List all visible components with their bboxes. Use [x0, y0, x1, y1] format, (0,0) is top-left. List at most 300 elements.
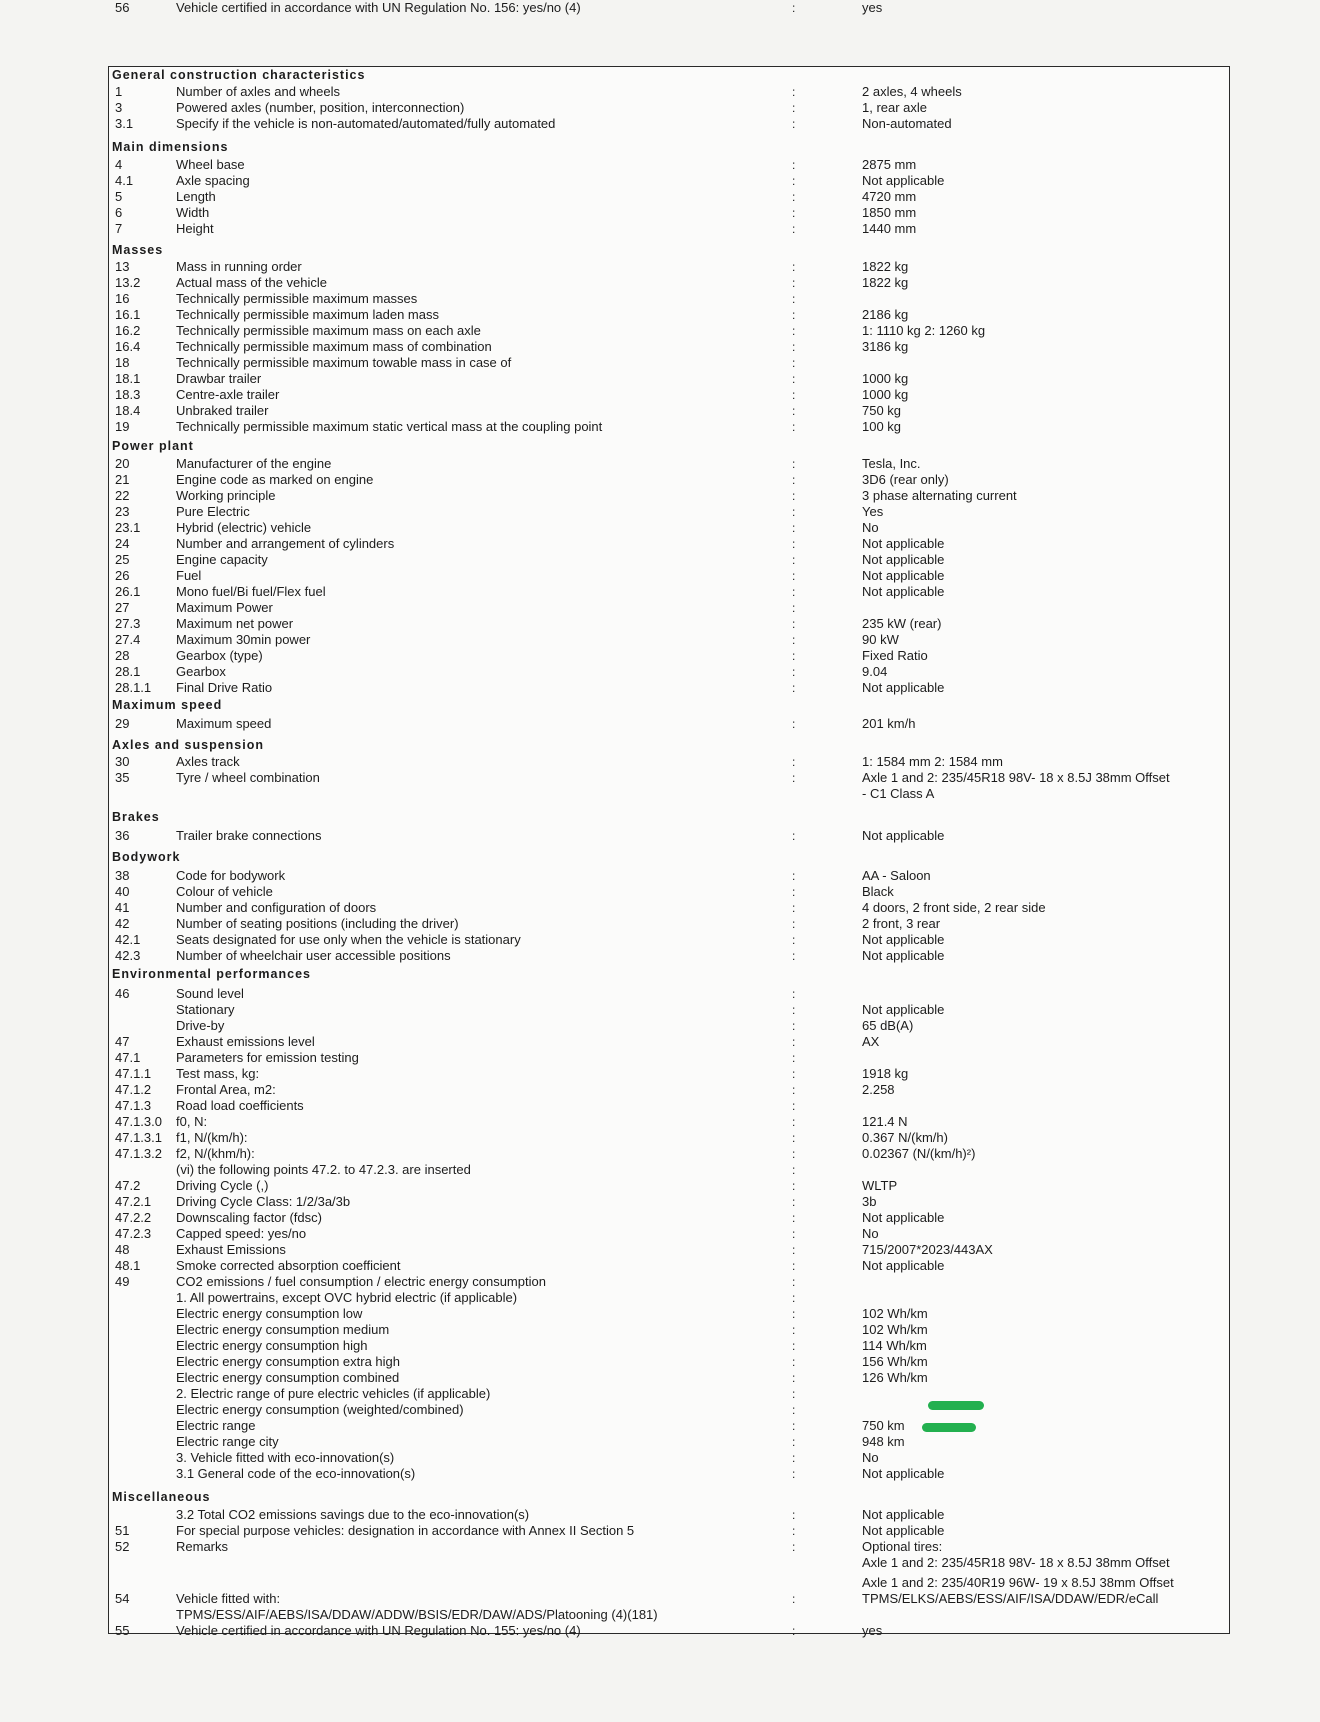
row-value: 1: 1110 kg 2: 1260 kg: [862, 323, 986, 338]
row-value: Not applicable: [862, 828, 945, 843]
row-value: 1850 mm: [862, 205, 917, 220]
section-title: Power plant: [112, 439, 194, 453]
row-separator: :: [792, 1195, 796, 1209]
row-separator: :: [792, 829, 796, 843]
row-value: 0.367 N/(km/h): [862, 1130, 948, 1145]
row-separator: :: [792, 717, 796, 731]
row-number: 1: [115, 84, 123, 99]
row-separator: :: [792, 1147, 796, 1161]
row-label: Gearbox: [176, 664, 226, 679]
row-separator: :: [792, 553, 796, 567]
row-label: (vi) the following points 47.2. to 47.2.3. are inserted: [176, 1162, 471, 1177]
row-value: 3D6 (rear only): [862, 472, 949, 487]
row-separator: :: [792, 117, 796, 131]
row-value: AX: [862, 1034, 880, 1049]
row-separator: :: [792, 569, 796, 583]
section-title: Brakes: [112, 810, 160, 824]
row-label: Height: [176, 221, 214, 236]
row-separator: :: [792, 292, 796, 306]
row-label: Technically permissible maximum towable mass in case of: [176, 355, 512, 370]
row-separator: :: [792, 420, 796, 434]
row-label: Number of wheelchair user accessible positions: [176, 948, 451, 963]
row-separator: :: [792, 1624, 796, 1638]
row-label: 3.1 General code of the eco-innovation(s): [176, 1466, 416, 1481]
row-number: 36: [115, 828, 130, 843]
row-separator: :: [792, 1435, 796, 1449]
row-separator: :: [792, 949, 796, 963]
row-label: Maximum 30min power: [176, 632, 311, 647]
row-label: Actual mass of the vehicle: [176, 275, 328, 290]
row-label: Number of axles and wheels: [176, 84, 341, 99]
row-separator: :: [792, 601, 796, 615]
row-label: Drawbar trailer: [176, 371, 262, 386]
row-separator: :: [792, 404, 796, 418]
row-label: Electric energy consumption medium: [176, 1322, 390, 1337]
row-label: Number and arrangement of cylinders: [176, 536, 395, 551]
row-value: 1440 mm: [862, 221, 917, 236]
row-label: Length: [176, 189, 216, 204]
row-label: f1, N/(km/h):: [176, 1130, 248, 1145]
row-separator: :: [792, 340, 796, 354]
row-value: yes: [862, 1623, 883, 1638]
row-number: 28: [115, 648, 130, 663]
row-separator: :: [792, 755, 796, 769]
row-value: 9.04: [862, 664, 888, 679]
row-separator: :: [792, 505, 796, 519]
row-separator: :: [792, 260, 796, 274]
row-number: 47.1.3.1: [115, 1130, 162, 1145]
row-number: 29: [115, 716, 130, 731]
row-separator: :: [792, 372, 796, 386]
row-label: Fuel: [176, 568, 202, 583]
row-number: 47.2.1: [115, 1194, 152, 1209]
row-label: Electric range city: [176, 1434, 279, 1449]
row-label: CO2 emissions / fuel consumption / electric energy consumption: [176, 1274, 546, 1289]
row-separator: :: [792, 85, 796, 99]
row-number: 47.2: [115, 1178, 141, 1193]
row-label: Electric energy consumption combined: [176, 1370, 400, 1385]
row-separator: :: [792, 987, 796, 1001]
row-number: 56: [115, 0, 130, 15]
row-value: 90 kW: [862, 632, 899, 647]
row-separator: :: [792, 649, 796, 663]
row-separator: :: [792, 1371, 796, 1385]
row-label: f0, N:: [176, 1114, 208, 1129]
row-value: 750 km: [862, 1418, 905, 1433]
row-number: 47.1: [115, 1050, 141, 1065]
row-value: Not applicable: [862, 173, 945, 188]
row-value: 2 axles, 4 wheels: [862, 84, 962, 99]
row-separator: :: [792, 1291, 796, 1305]
row-separator: :: [792, 1227, 796, 1241]
row-label: Test mass, kg:: [176, 1066, 260, 1081]
row-label: Code for bodywork: [176, 868, 286, 883]
row-number: 18.4: [115, 403, 141, 418]
row-number: 16.4: [115, 339, 141, 354]
row-separator: :: [792, 917, 796, 931]
row-separator: :: [792, 473, 796, 487]
row-number: 21: [115, 472, 130, 487]
row-label: Wheel base: [176, 157, 245, 172]
row-value: 102 Wh/km: [862, 1322, 928, 1337]
row-number: 13.2: [115, 275, 141, 290]
row-value: Not applicable: [862, 932, 945, 947]
row-label: Vehicle certified in accordance with UN Regulation No. 156: yes/no (4): [176, 0, 581, 15]
row-separator: :: [792, 1083, 796, 1097]
highlight-mark: [928, 1401, 984, 1410]
row-value: TPMS/ELKS/AEBS/ESS/AIF/ISA/DDAW/EDR/eCall: [862, 1591, 1159, 1606]
row-label: Driving Cycle Class: 1/2/3a/3b: [176, 1194, 351, 1209]
row-value: 715/2007*2023/443AX: [862, 1242, 993, 1257]
row-number: 47: [115, 1034, 130, 1049]
row-separator: :: [792, 1243, 796, 1257]
row-separator: :: [792, 1131, 796, 1145]
row-value: No: [862, 1450, 879, 1465]
row-number: 20: [115, 456, 130, 471]
row-label: Downscaling factor (fdsc): [176, 1210, 322, 1225]
row-label: Mass in running order: [176, 259, 302, 274]
row-value: 1000 kg: [862, 371, 909, 386]
row-separator: :: [792, 222, 796, 236]
row-label: Technically permissible maximum static vertical mass at the coupling point: [176, 419, 603, 434]
row-number: 52: [115, 1539, 130, 1554]
row-value: 1, rear axle: [862, 100, 928, 115]
row-label: Vehicle certified in accordance with UN Regulation No. 155: yes/no (4): [176, 1623, 581, 1638]
row-value: 3186 kg: [862, 339, 909, 354]
section-title: Maximum speed: [112, 698, 223, 712]
row-separator: :: [792, 1067, 796, 1081]
row-label: Drive-by: [176, 1018, 225, 1033]
row-label: Powered axles (number, position, interconnection): [176, 100, 465, 115]
row-label: Colour of vehicle: [176, 884, 273, 899]
row-label: Tyre / wheel combination: [176, 770, 320, 785]
row-value: Not applicable: [862, 1002, 945, 1017]
row-separator: :: [792, 869, 796, 883]
row-value: 2 front, 3 rear: [862, 916, 941, 931]
row-number: 3: [115, 100, 123, 115]
row-number: 55: [115, 1623, 130, 1638]
row-value: - C1 Class A: [862, 786, 935, 801]
row-label: Unbraked trailer: [176, 403, 269, 418]
row-separator: :: [792, 1403, 796, 1417]
row-label: Parameters for emission testing: [176, 1050, 359, 1065]
row-separator: :: [792, 1355, 796, 1369]
row-separator: :: [792, 1307, 796, 1321]
row-separator: :: [792, 1540, 796, 1554]
row-value: 1918 kg: [862, 1066, 909, 1081]
row-value: No: [862, 520, 879, 535]
row-value: 1822 kg: [862, 259, 909, 274]
row-number: 42.3: [115, 948, 141, 963]
row-label: TPMS/ESS/AIF/AEBS/ISA/DDAW/ADDW/BSIS/EDR/DAW/ADS/Platooning (4)(181): [176, 1607, 658, 1622]
row-separator: :: [792, 190, 796, 204]
row-label: Engine capacity: [176, 552, 268, 567]
row-separator: :: [792, 1508, 796, 1522]
row-label: Capped speed: yes/no: [176, 1226, 307, 1241]
row-number: 5: [115, 189, 123, 204]
row-separator: :: [792, 388, 796, 402]
row-value: 3b: [862, 1194, 877, 1209]
section-title: General construction characteristics: [112, 68, 366, 82]
row-label: 3. Vehicle fitted with eco-innovation(s): [176, 1450, 395, 1465]
row-separator: :: [792, 521, 796, 535]
row-number: 25: [115, 552, 130, 567]
row-value: Axle 1 and 2: 235/40R19 96W- 19 x 8.5J 38mm Offset: [862, 1575, 1174, 1590]
row-number: 16: [115, 291, 130, 306]
section-title: Bodywork: [112, 850, 181, 864]
row-separator: :: [792, 1051, 796, 1065]
row-label: Frontal Area, m2:: [176, 1082, 276, 1097]
row-separator: :: [792, 1451, 796, 1465]
row-label: Hybrid (electric) vehicle: [176, 520, 312, 535]
highlight-mark: [922, 1423, 976, 1432]
row-number: 46: [115, 986, 130, 1001]
row-label: Maximum net power: [176, 616, 294, 631]
row-number: 26.1: [115, 584, 141, 599]
row-number: 49: [115, 1274, 130, 1289]
row-label: Technically permissible maximum masses: [176, 291, 418, 306]
row-value: Not applicable: [862, 1507, 945, 1522]
row-value: Optional tires:: [862, 1539, 943, 1554]
row-separator: :: [792, 1339, 796, 1353]
row-label: Electric energy consumption (weighted/combined): [176, 1402, 464, 1417]
row-number: 16.2: [115, 323, 141, 338]
row-number: 22: [115, 488, 130, 503]
row-separator: :: [792, 1419, 796, 1433]
row-separator: :: [792, 276, 796, 290]
row-value: Not applicable: [862, 568, 945, 583]
row-label: Road load coefficients: [176, 1098, 304, 1113]
row-separator: :: [792, 457, 796, 471]
row-separator: :: [792, 1323, 796, 1337]
row-value: Axle 1 and 2: 235/45R18 98V- 18 x 8.5J 38mm Offset: [862, 770, 1170, 785]
row-label: Engine code as marked on engine: [176, 472, 374, 487]
row-label: Gearbox (type): [176, 648, 263, 663]
row-number: 42.1: [115, 932, 141, 947]
section-title: Environmental performances: [112, 967, 311, 981]
row-value: Not applicable: [862, 1210, 945, 1225]
section-title: Main dimensions: [112, 140, 229, 154]
row-value: yes: [862, 0, 883, 15]
row-separator: :: [792, 324, 796, 338]
row-label: Exhaust emissions level: [176, 1034, 315, 1049]
row-number: 47.1.2: [115, 1082, 152, 1097]
row-label: Driving Cycle (,): [176, 1178, 269, 1193]
row-number: 26: [115, 568, 130, 583]
row-value: No: [862, 1226, 879, 1241]
row-separator: :: [792, 158, 796, 172]
row-separator: :: [792, 885, 796, 899]
row-value: 948 km: [862, 1434, 905, 1449]
row-value: 100 kg: [862, 419, 902, 434]
row-value: 2186 kg: [862, 307, 909, 322]
row-value: 4 doors, 2 front side, 2 rear side: [862, 900, 1046, 915]
row-label: Width: [176, 205, 210, 220]
row-label: Electric range: [176, 1418, 256, 1433]
row-separator: :: [792, 901, 796, 915]
row-separator: :: [792, 1019, 796, 1033]
row-separator: :: [792, 633, 796, 647]
row-label: Sound level: [176, 986, 244, 1001]
row-value: WLTP: [862, 1178, 898, 1193]
row-separator: :: [792, 1524, 796, 1538]
row-value: Not applicable: [862, 1523, 945, 1538]
row-number: 4: [115, 157, 123, 172]
row-number: 27.3: [115, 616, 141, 631]
row-value: 235 kW (rear): [862, 616, 942, 631]
row-label: Axle spacing: [176, 173, 250, 188]
row-separator: :: [792, 1, 796, 15]
row-number: 47.2.3: [115, 1226, 152, 1241]
row-value: Not applicable: [862, 948, 945, 963]
row-number: 47.2.2: [115, 1210, 152, 1225]
row-number: 19: [115, 419, 130, 434]
row-separator: :: [792, 1592, 796, 1606]
row-label: Number and configuration of doors: [176, 900, 377, 915]
row-value: 1000 kg: [862, 387, 909, 402]
row-separator: :: [792, 1259, 796, 1273]
row-label: Electric energy consumption extra high: [176, 1354, 401, 1369]
row-value: 65 dB(A): [862, 1018, 914, 1033]
row-value: 1: 1584 mm 2: 1584 mm: [862, 754, 1003, 769]
row-number: 42: [115, 916, 130, 931]
row-value: Axle 1 and 2: 235/45R18 98V- 18 x 8.5J 38mm Offset: [862, 1555, 1170, 1570]
row-value: Non-automated: [862, 116, 952, 131]
row-separator: :: [792, 308, 796, 322]
row-number: 54: [115, 1591, 130, 1606]
row-separator: :: [792, 1179, 796, 1193]
row-value: 156 Wh/km: [862, 1354, 928, 1369]
row-number: 7: [115, 221, 123, 236]
row-value: 1822 kg: [862, 275, 909, 290]
row-number: 40: [115, 884, 130, 899]
section-title: Masses: [112, 243, 164, 257]
row-label: Mono fuel/Bi fuel/Flex fuel: [176, 584, 326, 599]
row-value: Not applicable: [862, 584, 945, 599]
row-separator: :: [792, 1467, 796, 1481]
row-number: 30: [115, 754, 130, 769]
row-value: 0.02367 (N/(km/h)²): [862, 1146, 976, 1161]
row-label: Vehicle fitted with:: [176, 1591, 281, 1606]
row-label: Seats designated for use only when the vehicle is stationary: [176, 932, 521, 947]
row-value: 126 Wh/km: [862, 1370, 928, 1385]
row-label: For special purpose vehicles: designation in accordance with Annex II Section 5: [176, 1523, 635, 1538]
row-value: 750 kg: [862, 403, 902, 418]
row-label: Maximum speed: [176, 716, 272, 731]
row-label: 1. All powertrains, except OVC hybrid electric (if applicable): [176, 1290, 518, 1305]
row-value: 2875 mm: [862, 157, 917, 172]
row-separator: :: [792, 1387, 796, 1401]
row-value: Black: [862, 884, 894, 899]
row-separator: :: [792, 665, 796, 679]
row-label: Technically permissible maximum mass of combination: [176, 339, 492, 354]
row-separator: :: [792, 1275, 796, 1289]
row-separator: :: [792, 1003, 796, 1017]
row-separator: :: [792, 933, 796, 947]
row-label: f2, N/(khm/h):: [176, 1146, 255, 1161]
row-label: Technically permissible maximum mass on each axle: [176, 323, 481, 338]
row-number: 27: [115, 600, 130, 615]
row-number: 23.1: [115, 520, 141, 535]
row-label: Pure Electric: [176, 504, 250, 519]
row-number: 47.1.3: [115, 1098, 152, 1113]
row-label: 3.2 Total CO2 emissions savings due to the eco-innovation(s): [176, 1507, 530, 1522]
row-value: 4720 mm: [862, 189, 917, 204]
row-number: 28.1: [115, 664, 141, 679]
section-title: Axles and suspension: [112, 738, 264, 752]
row-separator: :: [792, 356, 796, 370]
row-label: Axles track: [176, 754, 240, 769]
row-separator: :: [792, 489, 796, 503]
row-value: Fixed Ratio: [862, 648, 928, 663]
row-value: Tesla, Inc.: [862, 456, 921, 471]
row-label: Number of seating positions (including the driver): [176, 916, 459, 931]
row-number: 47.1.3.0: [115, 1114, 162, 1129]
row-number: 48.1: [115, 1258, 141, 1273]
row-label: Maximum Power: [176, 600, 273, 615]
row-value: 102 Wh/km: [862, 1306, 928, 1321]
row-separator: :: [792, 1211, 796, 1225]
row-value: Not applicable: [862, 1466, 945, 1481]
row-number: 47.1.1: [115, 1066, 152, 1081]
row-label: Electric energy consumption low: [176, 1306, 363, 1321]
row-value: 2.258: [862, 1082, 895, 1097]
row-value: Not applicable: [862, 536, 945, 551]
row-separator: :: [792, 174, 796, 188]
section-title: Miscellaneous: [112, 1490, 211, 1504]
row-value: AA - Saloon: [862, 868, 931, 883]
row-number: 38: [115, 868, 130, 883]
row-separator: :: [792, 1163, 796, 1177]
row-label: Technically permissible maximum laden mass: [176, 307, 439, 322]
row-number: 13: [115, 259, 130, 274]
row-number: 28.1.1: [115, 680, 152, 695]
row-separator: :: [792, 681, 796, 695]
row-number: 3.1: [115, 116, 134, 131]
row-label: Centre-axle trailer: [176, 387, 280, 402]
row-number: 51: [115, 1523, 130, 1538]
row-label: Trailer brake connections: [176, 828, 322, 843]
row-number: 16.1: [115, 307, 141, 322]
row-label: Working principle: [176, 488, 276, 503]
row-label: Exhaust Emissions: [176, 1242, 286, 1257]
row-number: 41: [115, 900, 130, 915]
row-label: Final Drive Ratio: [176, 680, 273, 695]
row-value: 3 phase alternating current: [862, 488, 1017, 503]
row-separator: :: [792, 585, 796, 599]
row-value: Not applicable: [862, 680, 945, 695]
row-value: Not applicable: [862, 1258, 945, 1273]
row-value: 121.4 N: [862, 1114, 908, 1129]
row-value: Yes: [862, 504, 884, 519]
row-separator: :: [792, 1035, 796, 1049]
row-number: 18.3: [115, 387, 141, 402]
row-label: Electric energy consumption high: [176, 1338, 368, 1353]
row-label: Smoke corrected absorption coefficient: [176, 1258, 401, 1273]
row-separator: :: [792, 206, 796, 220]
row-separator: :: [792, 1099, 796, 1113]
row-number: 24: [115, 536, 130, 551]
row-label: Remarks: [176, 1539, 229, 1554]
row-label: Specify if the vehicle is non-automated/automated/fully automated: [176, 116, 556, 131]
row-separator: :: [792, 1115, 796, 1129]
row-label: Manufacturer of the engine: [176, 456, 332, 471]
row-separator: :: [792, 101, 796, 115]
row-value: 114 Wh/km: [862, 1338, 927, 1353]
row-number: 23: [115, 504, 130, 519]
row-number: 6: [115, 205, 123, 220]
row-number: 18: [115, 355, 130, 370]
